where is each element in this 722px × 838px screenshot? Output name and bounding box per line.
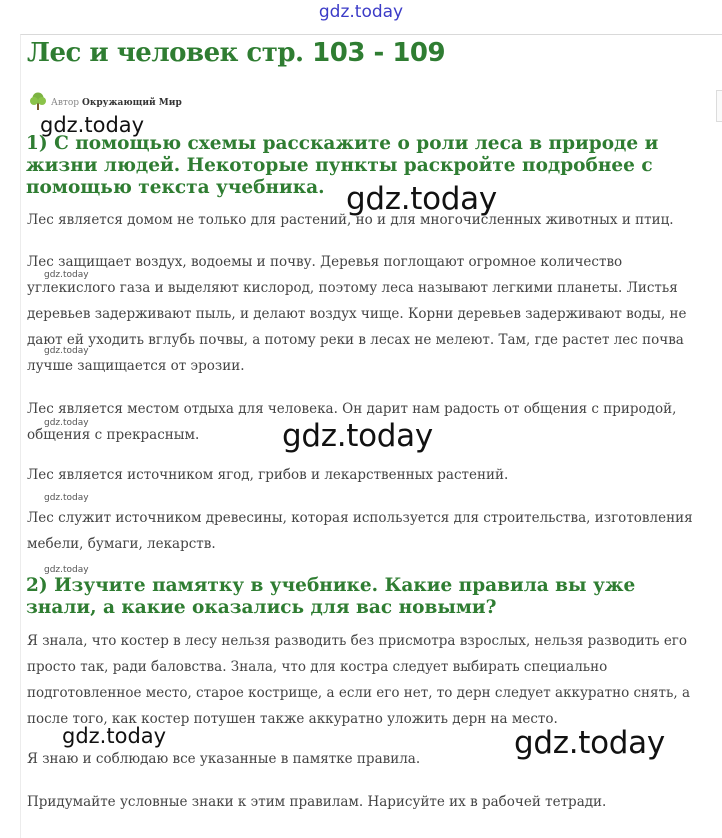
answer-2-p2: Я знаю и соблюдаю все указанные в памятке правила. bbox=[27, 751, 421, 767]
site-watermark-top: gdz.today bbox=[318, 2, 404, 22]
watermark: gdz.today bbox=[44, 270, 89, 280]
tree-icon bbox=[28, 92, 48, 113]
watermark: gdz.today bbox=[44, 565, 89, 575]
author-line bbox=[28, 92, 182, 113]
watermark: gdz.today bbox=[62, 724, 167, 748]
answer-1-p5: Лес служит источником древесины, которая используется для строительства, изготовления мебели, бумаги, лекарств. bbox=[27, 510, 693, 552]
watermark: gdz.today bbox=[346, 181, 497, 217]
watermark: gdz.today bbox=[44, 493, 89, 503]
answer-1-p3: Лес является местом отдыха для человека. Он дарит нам радость от общения с природой, общения с прекрасным. bbox=[27, 401, 677, 443]
question-2: 2) Изучите памятку в учебнике. Какие правила вы уже знали, а какие оказались для вас новыми? bbox=[26, 575, 636, 618]
author-label: Автор bbox=[51, 97, 80, 108]
answer-1-p2: Лес защищает воздух, водоемы и почву. Деревья поглощают огромное количество углекислого газа и выделяют кислород, поэтому леса называют легкими планеты. Листья деревьев задерживают пыль, и делают воздух чище. Корни деревьев задерживают воды, не дают ей уходить вглубь почвы, а потому реки в лесах не мелеют. Там, где растет лес почва лучше защищается от эрозии. bbox=[27, 254, 687, 374]
answer-1-p1: Лес является домом не только для растений, но и для многочисленных животных и птиц. bbox=[27, 212, 674, 228]
watermark: gdz.today bbox=[44, 346, 89, 356]
page-title-pages: 103 - 109 bbox=[312, 38, 446, 68]
watermark: gdz.today bbox=[44, 418, 89, 428]
answer-2-p3: Придумайте условные знаки к этим правилам. Нарисуйте их в рабочей тетради. bbox=[27, 794, 607, 810]
question-1: 1) С помощью схемы расскажите о роли леса в природе и жизни людей. Некоторые пункты раскройте подробнее с помощью текста учебника. bbox=[26, 133, 659, 198]
page-title bbox=[27, 38, 445, 68]
watermark: gdz.today bbox=[514, 725, 665, 761]
answer-2-p1: Я знала, что костер в лесу нельзя разводить без присмотра взрослых, нельзя разводить его просто так, ради баловства. Знала, что для костра следует выбирать специально подготовленное место, старое кострище, а если его нет, то дерн следует аккуратно снять, а после того, как костер потушен также аккуратно уложить дерн на место. bbox=[27, 633, 691, 727]
watermark: gdz.today bbox=[40, 113, 145, 137]
watermark: gdz.today bbox=[282, 418, 433, 454]
page-title-text: Лес и человек стр. bbox=[27, 38, 304, 68]
answer-1-p4: Лес является источником ягод, грибов и лекарственных растений. bbox=[27, 467, 509, 483]
side-tab[interactable] bbox=[716, 90, 722, 122]
author-category[interactable]: Окружающий Мир bbox=[82, 97, 182, 108]
